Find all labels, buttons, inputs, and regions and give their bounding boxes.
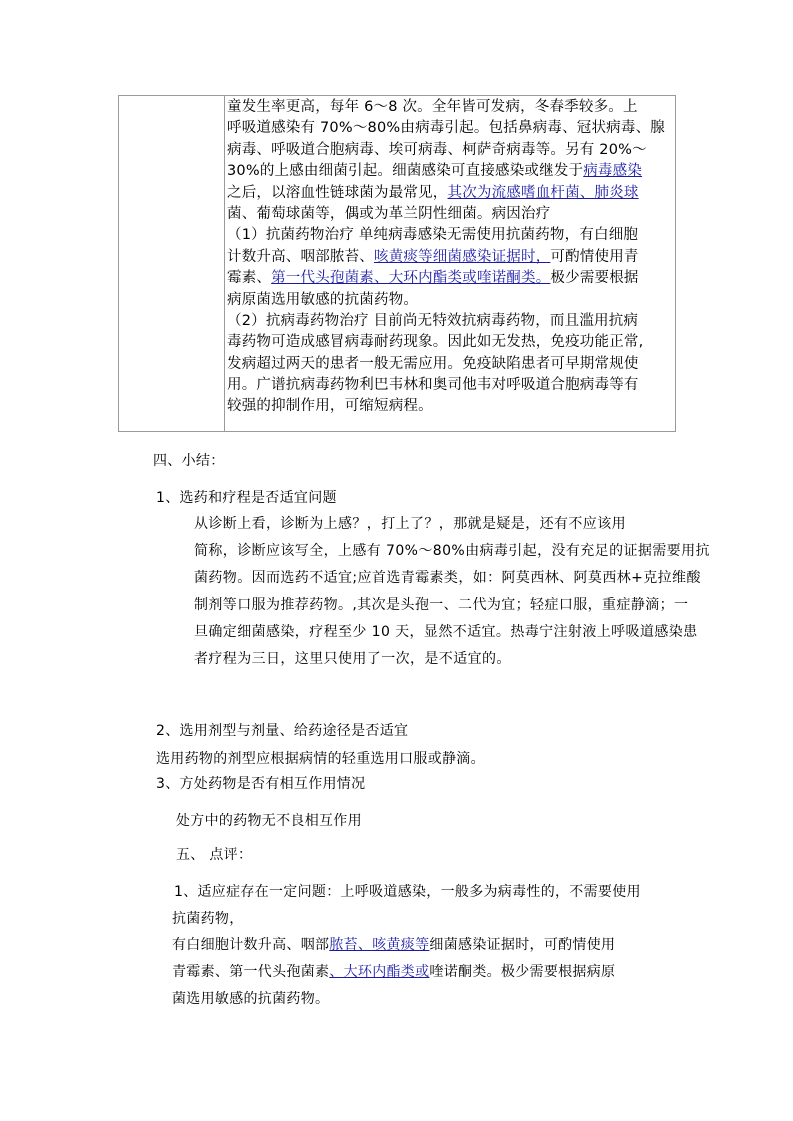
text-run: 较强的抑制作用，可缩短病程。 bbox=[227, 398, 433, 415]
table-line bbox=[227, 225, 675, 246]
treatment-table bbox=[118, 95, 676, 432]
item3-text: 处方中的药物无不良相互作用 bbox=[176, 813, 362, 829]
text-run: 呼吸道感染有 70%～80%由病毒引起。包括鼻病毒、冠状病毒、腺 bbox=[227, 120, 665, 137]
table-left-cell bbox=[119, 96, 225, 431]
table-line bbox=[227, 311, 675, 332]
text-run: 病原菌选用敏感的抗菌药物。 bbox=[227, 291, 419, 308]
review-heading: 五、 点评： bbox=[176, 847, 253, 863]
inline-link[interactable]: 脓苔、咳黄痰等 bbox=[329, 937, 430, 953]
item1-line: 制剂等口服为推荐药物。,其次是头孢一、二代为宜；轻症口服，重症静滴；一 bbox=[194, 597, 689, 613]
review-line bbox=[172, 908, 244, 928]
table-line bbox=[227, 97, 675, 118]
review-line bbox=[172, 961, 615, 981]
table-line bbox=[227, 118, 675, 139]
table-line bbox=[227, 183, 675, 204]
text-run: 30%的上感由细菌引起。细菌感染可直接感染或继发于 bbox=[227, 163, 584, 180]
item1-line: 旦确定细菌感染，疗程至少 10 天，显然不适宜。热毒宁注射液上呼吸道感染患 bbox=[194, 624, 698, 640]
table-line bbox=[227, 290, 675, 311]
table-line bbox=[227, 161, 675, 182]
text-run: 可酌情使用青 bbox=[550, 248, 639, 265]
item1-line: 菌药物。因而选药不适宜;应首选青霉素类，如：阿莫西林、阿莫西林+克拉维酸 bbox=[194, 570, 701, 586]
item1-line: 简称，诊断应该写全，上感有 70%～80%由病毒引起，没有充足的证据需要用抗 bbox=[194, 543, 710, 559]
text-run: 细菌感染证据时，可酌情使用 bbox=[429, 937, 616, 953]
inline-link[interactable]: 、大环内酯类或 bbox=[329, 964, 430, 980]
item1-line: 者疗程为三日，这里只使用了一次，是不适宜的。 bbox=[194, 651, 511, 667]
table-line bbox=[227, 396, 675, 417]
item1-line: 从诊断上看，诊断为上感？，打上了？，那就是疑是，还有不应该用 bbox=[194, 516, 626, 532]
text-run: 1、适应症存在一定问题：上呼吸道感染，一般多为病毒性的，不需要使用 bbox=[174, 884, 641, 900]
table-line bbox=[227, 375, 675, 396]
text-run: 菌选用敏感的抗菌药物。 bbox=[172, 991, 330, 1007]
text-run: （2）抗病毒药物治疗 目前尚无特效抗病毒药物，而且滥用抗病 bbox=[227, 312, 639, 329]
inline-link[interactable]: 其次为流感嗜血杆菌、肺炎球 bbox=[447, 184, 639, 201]
text-run: 极少需要根据 bbox=[550, 270, 639, 287]
text-run: 霉素、 bbox=[227, 270, 272, 287]
text-run: 菌、葡萄球菌等，偶或为革兰阴性细菌。病因治疗 bbox=[227, 205, 551, 222]
table-line bbox=[227, 332, 675, 353]
review-line bbox=[172, 934, 615, 954]
text-run: 病毒、呼吸道合胞病毒、埃可病毒、柯萨奇病毒等。另有 20%～ bbox=[227, 141, 647, 158]
table-line bbox=[227, 140, 675, 161]
summary-heading: 四、小结： bbox=[153, 453, 225, 469]
inline-link[interactable]: 咳黄痰等细菌感染证据时， bbox=[374, 248, 551, 265]
text-run: 有白细胞计数升高、咽部 bbox=[172, 937, 330, 953]
table-content-cell bbox=[225, 96, 675, 431]
table-line bbox=[227, 247, 675, 268]
text-run: 喹诺酮类。极少需要根据病原 bbox=[429, 964, 616, 980]
inline-link[interactable]: 第一代头孢菌素、大环内酯类或喹诺酮类。 bbox=[271, 270, 551, 287]
text-run: 抗菌药物， bbox=[172, 911, 244, 927]
item2-title: 2、选用剂型与剂量、给药途径是否适宜 bbox=[156, 723, 409, 739]
text-run: （1）抗菌药物治疗 单纯病毒感染无需使用抗菌药物，有白细胞 bbox=[227, 227, 639, 244]
text-run: 青霉素、第一代头孢菌素 bbox=[172, 964, 330, 980]
table-line bbox=[227, 354, 675, 375]
item3-title: 3、方处药物是否有相互作用情况 bbox=[156, 776, 366, 792]
item2-text: 选用药物的剂型应根据病情的轻重选用口服或静滴。 bbox=[156, 751, 485, 767]
review-line bbox=[172, 988, 329, 1008]
review-line bbox=[174, 881, 641, 901]
text-run: 之后，以溶血性链球菌为最常见， bbox=[227, 184, 448, 201]
table-line bbox=[227, 268, 675, 289]
text-run: 发病超过两天的患者一般无需应用。免疫缺陷患者可早期常规使 bbox=[227, 355, 639, 372]
text-run: 童发生率更高，每年 6～8 次。全年皆可发病，冬春季较多。上 bbox=[227, 99, 638, 115]
text-run: 毒药物可造成感冒病毒耐药现象。因此如无发热，免疫功能正常, bbox=[227, 334, 644, 351]
text-run: 用。广谱抗病毒药物利巴韦林和奥司他韦对呼吸道合胞病毒等有 bbox=[227, 377, 639, 394]
text-run: 计数升高、咽部脓苔、 bbox=[227, 248, 374, 265]
inline-link[interactable]: 病毒感染 bbox=[583, 163, 643, 180]
table-line bbox=[227, 204, 675, 225]
item1-title: 1、选药和疗程是否适宜问题 bbox=[156, 490, 337, 506]
